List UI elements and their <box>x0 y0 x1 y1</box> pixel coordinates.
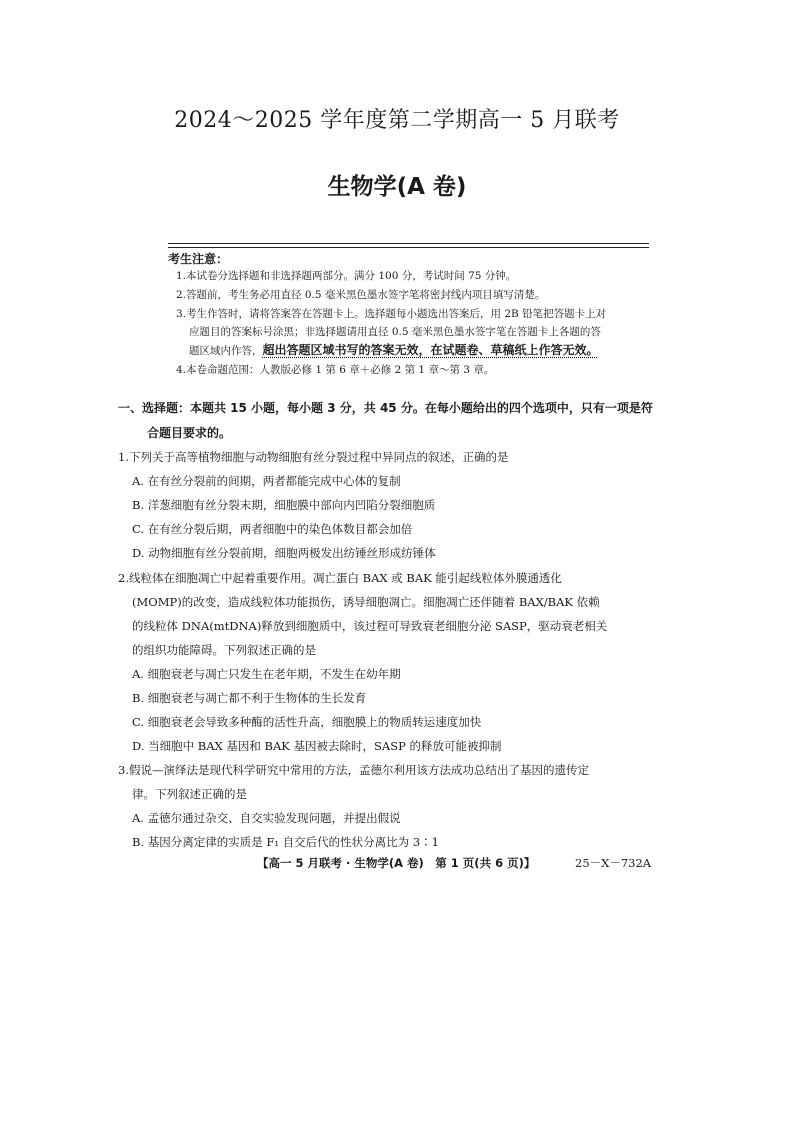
question-1-option-b: B. 洋葱细胞有丝分裂末期，细胞膜中部向内凹陷分裂细胞质 <box>132 498 436 512</box>
notice-item-3-plain-text: 题区域内作答， <box>189 345 263 357</box>
notice-emphasis-text: 超出答题区域书写的答案无效，在试题卷、草稿纸上作答无效。 <box>262 343 599 357</box>
divider-line-bottom <box>168 247 649 248</box>
question-2-option-d: D. 当细胞中 BAX 基因和 BAK 基因被去除时，SASP 的释放可能被抑制 <box>132 739 502 753</box>
question-2-stem-line-3: 的线粒体 DNA(mtDNA)释放到细胞质中，该过程可导致衰老细胞分泌 SASP，驱动衰老相关 <box>132 619 608 633</box>
footer-label: 【高一 5 月联考 · 生物学(A 卷) 第 1 页(共 6 页)】 <box>257 856 536 870</box>
exam-subtitle: 生物学(A 卷) <box>327 174 467 200</box>
question-1-option-d: D. 动物细胞有丝分裂前期，细胞两极发出纺锤丝形成纺锤体 <box>132 546 436 560</box>
question-1-option-c: C. 在有丝分裂后期，两者细胞中的染色体数目都会加倍 <box>132 522 413 536</box>
section-heading-line-1: 一、选择题：本题共 15 小题，每小题 3 分，共 45 分。在每小题给出的四个选项中，只有一项是符 <box>118 401 653 415</box>
question-2-option-b: B. 细胞衰老与凋亡都不利于生物体的生长发育 <box>132 691 367 705</box>
notice-item-4: 4.本卷命题范围：人教版必修 1 第 6 章＋必修 2 第 1 章～第 3 章。 <box>176 364 495 376</box>
page-footer <box>257 855 535 871</box>
question-3-option-b: B. 基因分离定律的实质是 F₁ 自交后代的性状分离比为 3∶1 <box>132 835 439 849</box>
exam-title: 2024～2025 学年度第二学期高一 5 月联考 <box>174 108 620 133</box>
question-2-stem-line-4: 的组织功能障碍。下列叙述正确的是 <box>132 643 316 657</box>
question-2-stem-line-1: 2.线粒体在细胞凋亡中起着重要作用。凋亡蛋白 BAX 或 BAK 能引起线粒体外膜通透化 <box>118 571 562 585</box>
notice-item-3-line-3 <box>189 343 664 359</box>
question-2-stem-line-2: (MOMP)的改变，造成线粒体功能损伤，诱导细胞凋亡。细胞凋亡还伴随着 BAX/BAK 依赖 <box>132 595 600 609</box>
question-3-stem-line-2: 律。下列叙述正确的是 <box>132 787 247 801</box>
exam-code: 25－X－732A <box>575 856 652 870</box>
question-3-stem-line-1: 3.假说—演绎法是现代科学研究中常用的方法，孟德尔利用该方法成功总结出了基因的遗传定 <box>118 763 589 777</box>
notice-item-3-line-2: 应题目的答案标号涂黑；非选择题请用直径 0.5 毫米黑色墨水签字笔在答题卡上各题的答 <box>189 326 601 338</box>
question-2-option-c: C. 细胞衰老会导致多种酶的活性升高，细胞膜上的物质转运速度加快 <box>132 715 482 729</box>
question-1-stem: 1.下列关于高等植物细胞与动物细胞有丝分裂过程中异同点的叙述，正确的是 <box>118 450 509 464</box>
question-2-option-a: A. 细胞衰老与凋亡只发生在老年期，不发生在幼年期 <box>132 667 401 681</box>
question-1-option-a: A. 在有丝分裂前的间期，两者都能完成中心体的复制 <box>132 474 401 488</box>
notice-item-3-line-1: 3.考生作答时，请将答案答在答题卡上。选择题每小题选出答案后，用 2B 铅笔把答题卡上对 <box>176 308 607 320</box>
notice-item-1: 1.本试卷分选择题和非选择题两部分。满分 100 分，考试时间 75 分钟。 <box>176 270 517 282</box>
notice-item-2: 2.答题前，考生务必用直径 0.5 毫米黑色墨水签字笔将密封线内项目填写清楚。 <box>176 289 546 301</box>
question-3-option-a: A. 孟德尔通过杂交、自交实验发现问题，并提出假说 <box>132 811 401 825</box>
notice-heading: 考生注意： <box>168 252 229 266</box>
divider-line-top <box>168 243 649 244</box>
section-heading-line-2: 合题目要求的。 <box>147 426 232 440</box>
